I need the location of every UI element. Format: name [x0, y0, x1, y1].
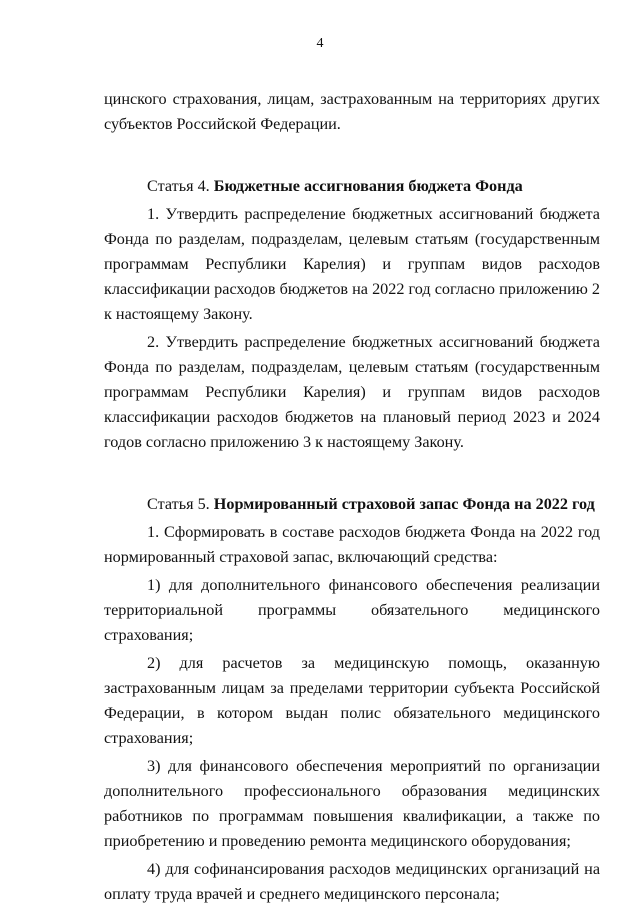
article-5-heading: [104, 492, 600, 517]
article-5-subitem-2: 2) для расчетов за медицинскую помощь, оказанную застрахованным лицам за пределами территории субъекта Российской Федерации, в котором выдан полис обязательного медицинского страхования;: [104, 654, 600, 747]
article-5-subitem-1: 1) для дополнительного финансового обеспечения реализации территориальной программы обязательного медицинского страхования;: [104, 576, 600, 644]
article-5-label: Статья 5.: [147, 495, 210, 513]
article-4-label: Статья 4.: [147, 177, 210, 195]
article-4-heading: [104, 174, 600, 199]
article-5-subitem-4: 4) для софинансирования расходов медицинских организаций на оплату труда врачей и среднего медицинского персонала;: [104, 860, 600, 903]
article-5-title: Нормированный страховой запас Фонда на 2022 год: [213, 495, 595, 513]
document-body: [104, 87, 600, 907]
article-4-item-2: 2. Утвердить распределение бюджетных ассигнований бюджета Фонда по разделам, подразделам, целевым статьям (государственным программам Республики Карелия) и группам видов расходов классификации расходов бюджетов на плановый период 2023 и 2024 годов согласно приложению 3 к настоящему Закону.: [104, 333, 600, 451]
page-number: 4: [316, 36, 324, 51]
article-5-item-1: 1. Сформировать в составе расходов бюджета Фонда на 2022 год нормированный страховой запас, включающий средства:: [104, 523, 600, 566]
article-5-subitem-3: 3) для финансового обеспечения мероприятий по организации дополнительного профессионального образования медицинских работников по программам повышения квалификации, а также по приобретению и проведению ремонта медицинского оборудования;: [104, 757, 600, 850]
article-4-item-1: 1. Утвердить распределение бюджетных ассигнований бюджета Фонда по разделам, подразделам, целевым статьям (государственным программам Республики Карелия) и группам видов расходов классификации расходов бюджетов на 2022 год согласно приложению 2 к настоящему Закону.: [104, 205, 600, 323]
continuation-paragraph: цинского страхования, лицам, застрахованным на территориях других субъектов Российской Федерации.: [104, 90, 600, 133]
article-4-title: Бюджетные ассигнования бюджета Фонда: [213, 177, 523, 195]
